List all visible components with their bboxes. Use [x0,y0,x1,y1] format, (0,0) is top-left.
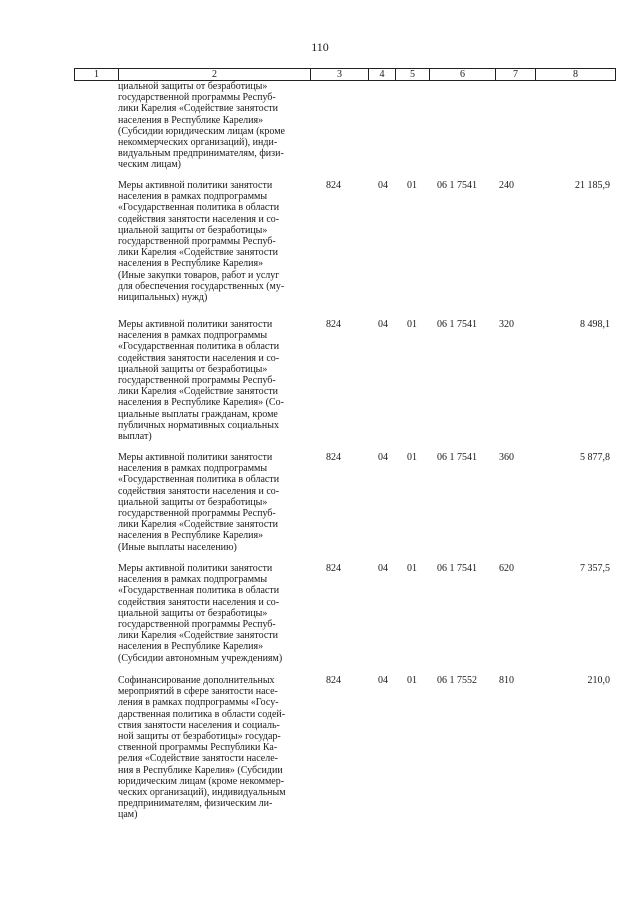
row-description [118,563,304,664]
column-header-2: 2 [119,69,311,80]
row-description [118,675,304,821]
description-line: лики Карелия «Содействие занятости [118,386,278,398]
description-line: населения в рамках подпрограммы [118,463,268,475]
admin-code: 824 [326,180,341,191]
description-line: содействия занятости населения и со- [118,213,280,225]
description-line: циальной защиты от безработицы» [118,224,268,236]
column-header-7: 7 [496,69,536,80]
admin-code: 824 [326,675,341,686]
expense-type-code: 360 [499,452,514,463]
column-header-4: 4 [369,69,396,80]
row-description [118,319,304,442]
description-line: Меры активной политики занятости [118,563,273,574]
description-line: государственной программы Респуб- [118,375,276,387]
description-line: мероприятий в сфере занятости насе- [118,686,278,698]
description-line: Меры активной политики занятости [118,180,273,191]
description-line: населения в Республике Карелия» [118,258,264,270]
description-line: Меры активной политики занятости [118,319,273,330]
description-line: «Государственная политика в области [118,202,280,214]
row-description [118,452,304,553]
description-line: выплат) [118,431,152,443]
description-line: содействия занятости населения и со- [118,596,280,608]
description-line: населения в рамках подпрограммы [118,191,268,203]
description-line: лики Карелия «Содействие занятости [118,103,278,115]
target-code: 06 1 7541 [437,319,477,330]
description-line: публичных нормативных социальных [118,419,279,431]
section-code: 04 [378,180,388,191]
description-line: ческих организаций), индивидуальным [118,787,286,799]
description-line: для обеспечения государственных (му- [118,280,285,292]
description-line: (Иные закупки товаров, работ и услуг [118,269,280,281]
description-line: видуальным предпринимателям, физи- [118,148,284,160]
description-line: государственной программы Респуб- [118,92,276,104]
description-line: населения в рамках подпрограммы [118,574,268,586]
description-line: циальные выплаты гражданам, кроме [118,408,278,420]
description-line: лики Карелия «Содействие занятости [118,630,278,642]
description-line: (Субсидии автономным учреждениям) [118,652,283,664]
description-line: циальной защиты от безработицы» [118,363,268,375]
subsection-code: 01 [407,452,417,463]
description-line: ствия занятости населения и социаль- [118,719,280,731]
description-line: ния в Республике Карелия» (Субсидии [118,764,283,776]
target-code: 06 1 7541 [437,180,477,191]
subsection-code: 01 [407,319,417,330]
admin-code: 824 [326,452,341,463]
section-code: 04 [378,319,388,330]
amount: 210,0 [587,675,610,686]
description-line: (Субсидии юридическим лицам (кроме [118,125,285,137]
expense-type-code: 240 [499,180,514,191]
amount: 8 498,1 [580,319,610,330]
description-line: циальной защиты от безработицы» [118,607,268,619]
description-line: циальной защиты от безработицы» [118,81,268,92]
description-line: релия «Содействие занятости населе- [118,753,278,765]
description-line: населения в Республике Карелия» (Со- [118,397,284,409]
description-line: «Государственная политика в области [118,585,280,597]
target-code: 06 1 7541 [437,452,477,463]
description-line: предпринимателям, физическим ли- [118,798,273,810]
section-code: 04 [378,675,388,686]
description-line: ниципальных) нужд) [118,292,208,304]
description-line: государственной программы Респуб- [118,236,276,248]
target-code: 06 1 7552 [437,675,477,686]
description-line: населения в Республике Карелия» [118,114,264,126]
amount: 7 357,5 [580,563,610,574]
column-header-6: 6 [430,69,496,80]
table-header [74,68,616,81]
column-header-1: 1 [75,69,119,80]
expense-type-code: 320 [499,319,514,330]
page-number: 110 [311,40,329,54]
subsection-code: 01 [407,563,417,574]
description-line: государственной программы Респуб- [118,508,276,520]
description-line: циальной защиты от безработицы» [118,496,268,508]
description-line: ственной программы Республики Ка- [118,742,278,754]
description-line: лики Карелия «Содействие занятости [118,519,278,531]
amount: 5 877,8 [580,452,610,463]
expense-type-code: 810 [499,675,514,686]
admin-code: 824 [326,319,341,330]
description-line: лики Карелия «Содействие занятости [118,247,278,259]
admin-code: 824 [326,563,341,574]
row-description [118,81,304,171]
description-line: ческим лицам) [118,159,181,171]
description-line: дарственная политика в области содей- [118,708,286,720]
description-line: ной защиты от безработицы» государ- [118,731,281,743]
description-line: государственной программы Респуб- [118,619,276,631]
description-line: содействия занятости населения и со- [118,485,280,497]
expense-type-code: 620 [499,563,514,574]
row-description [118,180,304,303]
column-header-3: 3 [311,69,369,80]
subsection-code: 01 [407,180,417,191]
amount: 21 185,9 [575,180,610,191]
section-code: 04 [378,563,388,574]
description-line: населения в рамках подпрограммы [118,330,268,342]
description-line: «Государственная политика в области [118,341,280,353]
section-code: 04 [378,452,388,463]
subsection-code: 01 [407,675,417,686]
description-line: населения в Республике Карелия» [118,530,264,542]
description-line: содействия занятости населения и со- [118,352,280,364]
description-line: Софинансирование дополнительных [118,675,275,686]
column-header-8: 8 [573,69,578,80]
description-line: ления в рамках подпрограммы «Госу- [118,697,279,709]
target-code: 06 1 7541 [437,563,477,574]
description-line: населения в Республике Карелия» [118,641,264,653]
description-line: Меры активной политики занятости [118,452,273,463]
description-line: некоммерческих организаций), инди- [118,137,278,149]
description-line: (Иные выплаты населению) [118,541,237,553]
description-line: цам) [118,809,138,821]
column-header-5: 5 [396,69,430,80]
description-line: юридическим лицам (кроме некоммер- [118,775,285,787]
description-line: «Государственная политика в области [118,474,280,486]
